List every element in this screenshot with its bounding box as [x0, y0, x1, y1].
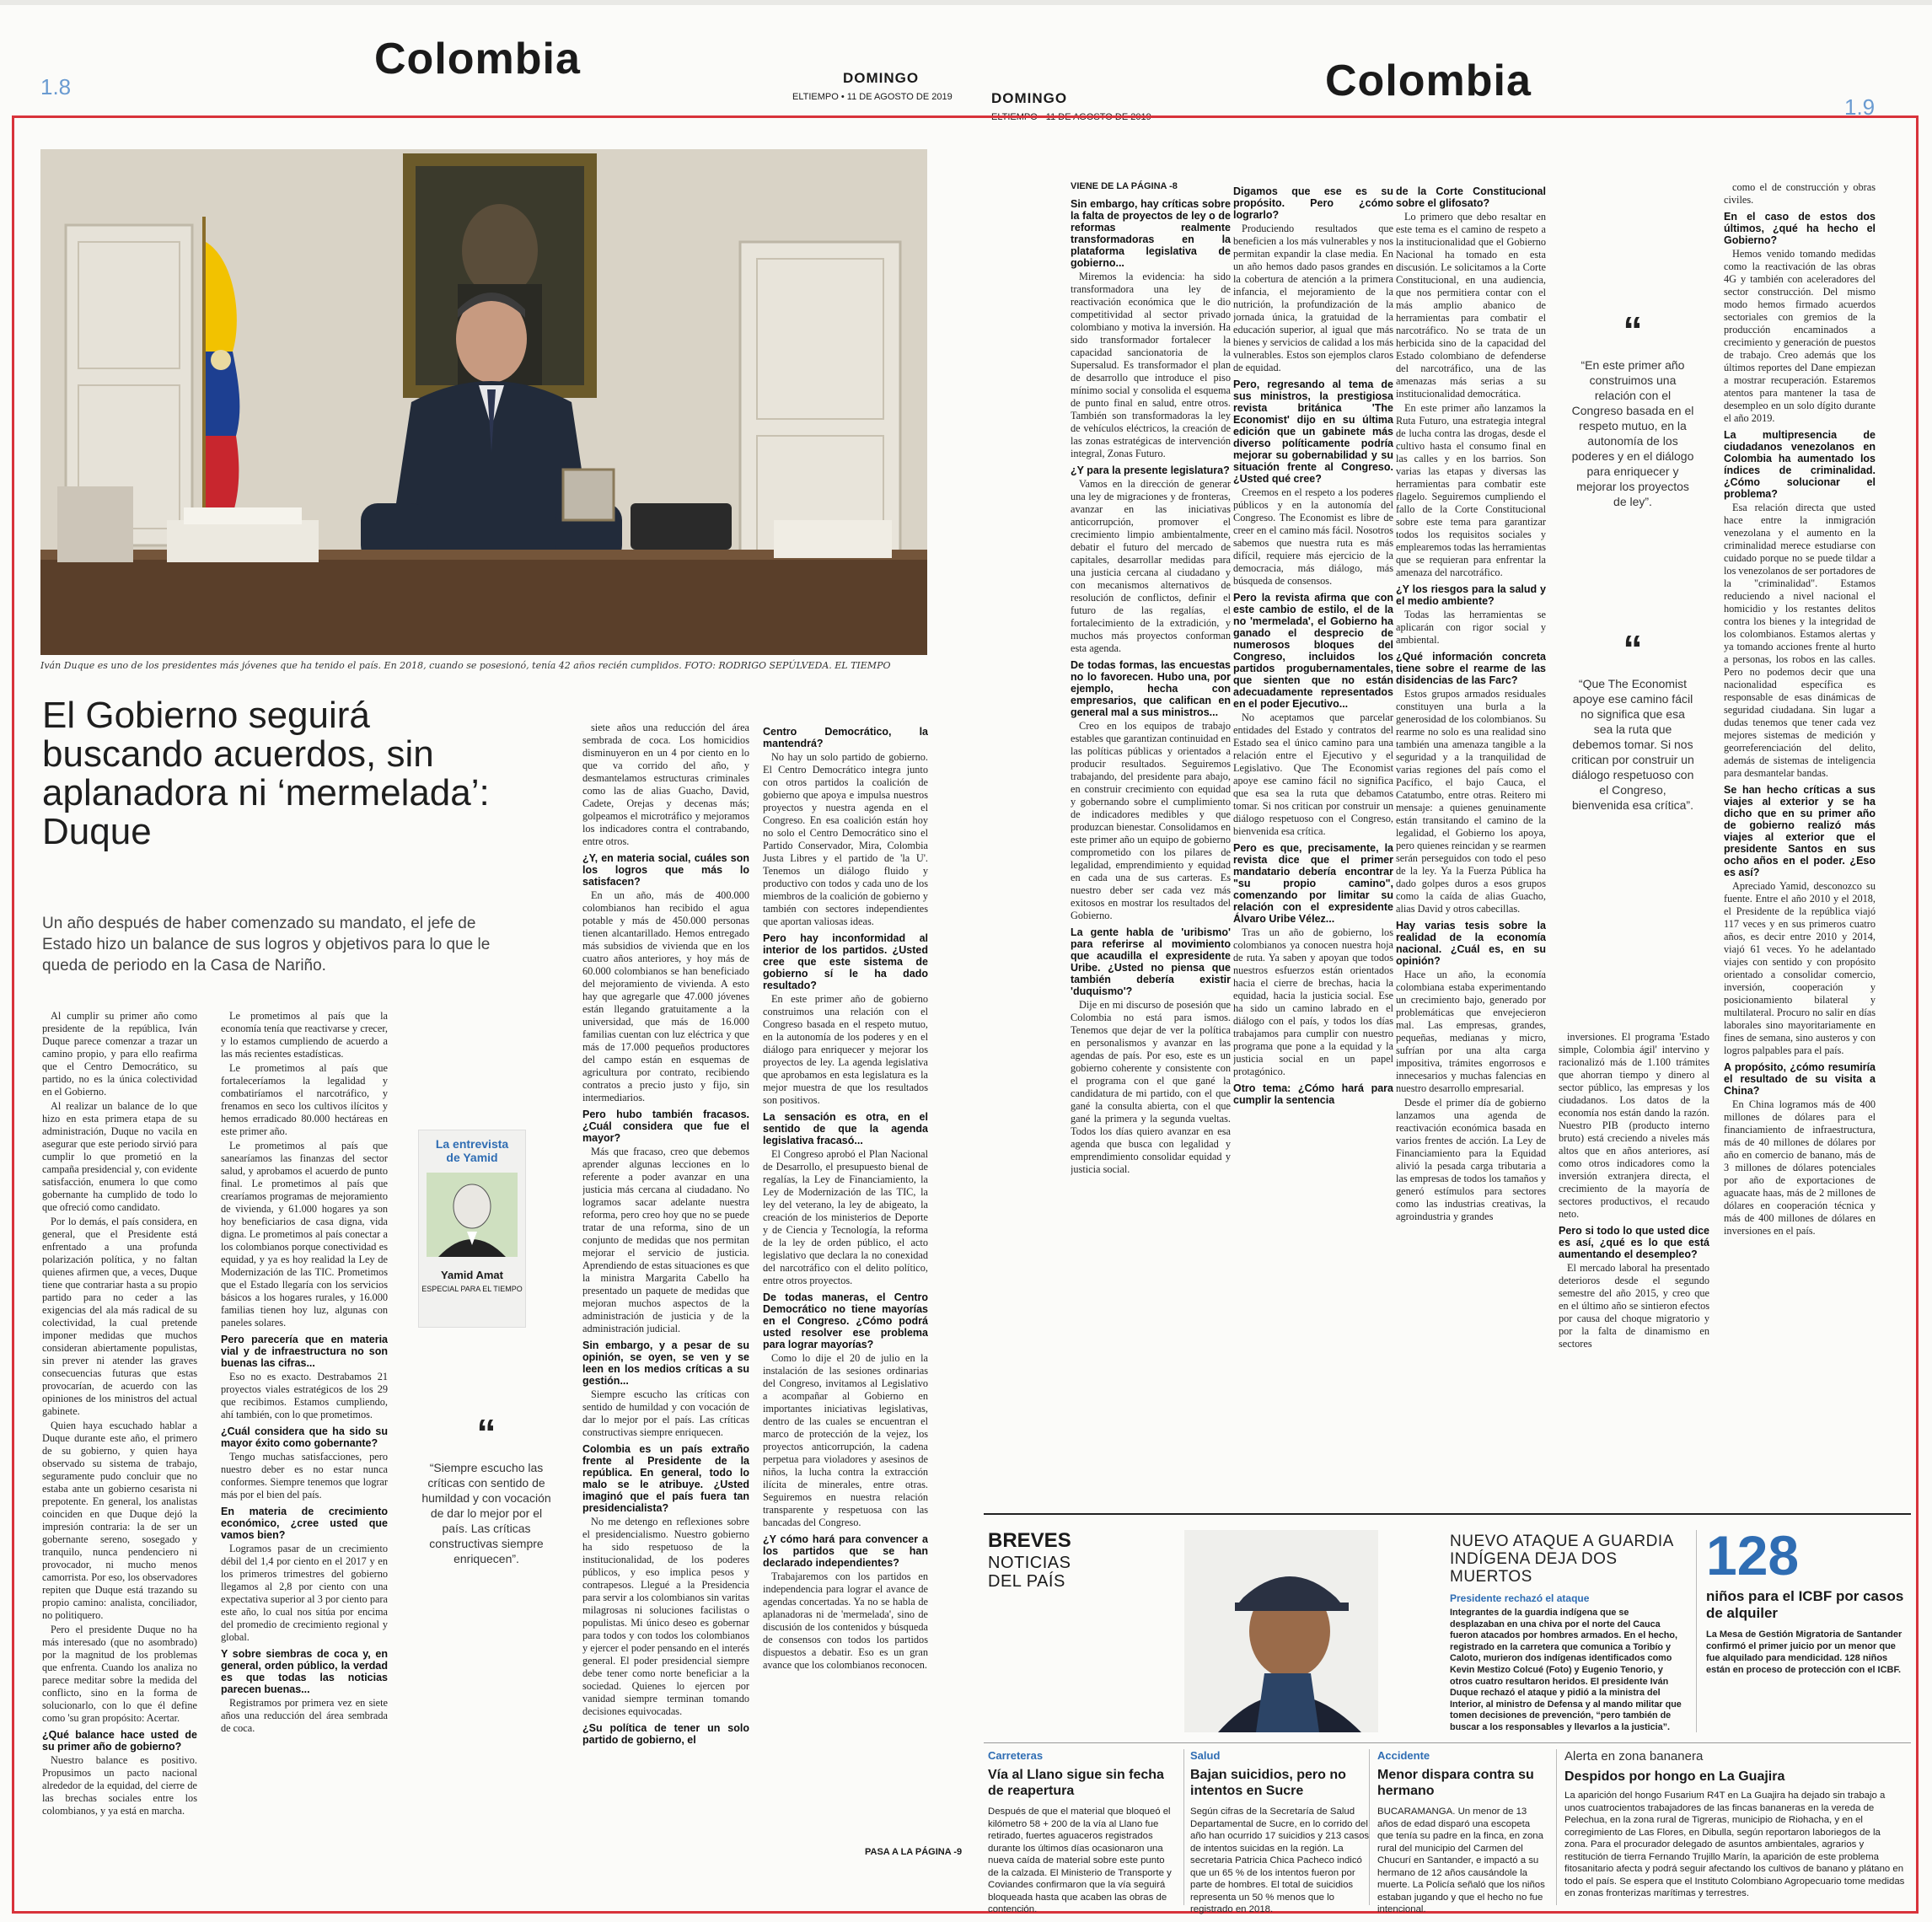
breves-stat-label: niños para el ICBF por casos de alquiler [1706, 1588, 1904, 1621]
body-paragraph: Apreciado Yamid, desconozco su fuente. Entre el año 2010 y el 2018, el Presidente de la república viajó 117 veces y en sus primeros cuatro años, es decir entre 2010 y 2014, viajó 61 veces. Yo he adelantado viajes con sentido y con propósito orientado a consolidar comercio, inversión, cooperación y posicionamiento bilateral y multilateral. Procuro no salir en días laborales sino mayoritariamente en fines de semana, sino austeros y con logros palpables para el país. [1724, 880, 1876, 1056]
column-5 [1071, 194, 1231, 1507]
column-8 [1559, 1031, 1709, 1507]
breves-stat-body: La Mesa de Gestión Migratoria de Santander confirmó el primer juicio por un menor que fue alquilado para mendicidad. 128 niños están en proceso de protección con el ICBF. [1706, 1629, 1902, 1675]
interview-question: Pero hay inconformidad al interior de los partidos. ¿Usted cree que este sistema de gobierno sí le ha dado resultado? [763, 932, 928, 991]
interview-question: En el caso de estos dos últimos, ¿qué ha hecho el Gobierno? [1724, 211, 1876, 246]
body-paragraph: Todas las herramientas se aplicarán con rigor social y ambiental. [1396, 609, 1546, 646]
body-paragraph: Registramos por primera vez en siete años una reducción del área sembrada de coca. [221, 1697, 388, 1734]
page-top-edge [0, 0, 1932, 5]
breve-item-3-tag: Accidente [1377, 1749, 1430, 1762]
body-paragraph: Pero el presidente Duque no ha más interesado (que no asombrado) por la magnitud de los problemas que enfrenta. Cuando los analiza no parece meditar sobre la medida del conflicto, sino en la forma de solucionarlo, con lo que él define como 'su gran propósito: Acertar. [42, 1624, 197, 1724]
pull-quote-2 [1570, 309, 1696, 509]
interview-question: Pero, regresando al tema de sus ministros, la prestigiosa revista británica 'The Economist' dijo en su última edición que un gabinete más diverso políticamente podría mejorar su gobernabilidad y su situación frente al Congreso. ¿Usted qué cree? [1233, 378, 1393, 485]
breve-item-3 [1377, 1749, 1546, 1916]
interview-question: ¿Y, en materia social, cuáles son los logros que más lo satisfacen? [582, 852, 749, 888]
breves-main-kicker: Presidente rechazó el ataque [1450, 1592, 1590, 1604]
pull-quote-2-text: “En este primer año construimos una relación con el Congreso basada en el respeto mutuo, en la autonomía de los poderes y en el diálogo para enriquecer y mejorar los proyectos de ley”. [1571, 358, 1694, 508]
breves-divider [1696, 1530, 1697, 1732]
quote-mark-icon: “ [1623, 627, 1643, 671]
pull-quote-3-text: “Que The Economist apoye ese camino fácil no significa que esa sea la ruta que debemos tomar. Si nos critican por construir un diálogo respetuoso con el Congreso, bienvenida esa crítica”. [1571, 677, 1694, 812]
body-paragraph: Tras un año de gobierno, los colombianos ya conocen nuestra hoja de ruta. Ya saben y apoyan que todos nuestros esfuerzos están orientados hacia el cierre de brechas, hacia la equidad, hacia la justicia social. Ese ha sido un camino labrado en el diálogo con el país, y todos los días trabajamos para cumplir con nuestro programa que pone a la equidad y la justicia social en un papel protagónico. [1233, 926, 1393, 1077]
breves-main-story [1450, 1533, 1686, 1734]
body-paragraph: Dije en mi discurso de posesión que Colombia no está para ismos. Tenemos que dejar de ver la política en personalismos y avanzar en las agendas de país. Por eso, este es un gobierno coherente y consistente con el programa con el que gané la candidatura de mi partido, con el que gané la consulta abierta, con el que gané la primera y la segunda vueltas. Todos los días quiero avanzar en esa agenda que busca con legalidad y emprendimiento consolidar equidad y justicia social. [1071, 999, 1231, 1175]
breve-item-3-headline: Menor dispara contra su hermano [1377, 1768, 1534, 1798]
body-paragraph: Siempre escucho las críticas con sentido de humildad y con vocación de dar lo mejor por el país. Las críticas constructivas siempre enriquecen. [582, 1388, 749, 1438]
quote-mark-icon: “ [476, 1411, 496, 1455]
jump-from: VIENE DE LA PÁGINA -8 [1071, 181, 1178, 191]
breve-item-3-body: BUCARAMANGA. Un menor de 13 años de edad disparó una escopeta que tenía su padre en la finca, en zona rural del municipio del Carmen del Chucurí en Santander, e impactó a su hermano de 12 años causándole la muerte. La Policía señaló que los niños estaban jugando y que el hecho no fue intencional. [1377, 1807, 1545, 1914]
column-4 [763, 722, 928, 1843]
body-paragraph: Hemos venido tomando medidas como la reactivación de las obras 4G y también con aceleradores del sector construcción. Del mismo modo hemos firmado acuerdos sectoriales con gremios de la producción encaminados a crecimiento y generación de puestos de trabajo. Creo además que los últimos reportes del Dane empiezan a mostrar recuperación. Estaremos atentos para mantener la tasa de desempleo en un solo dígito durante el año 2019. [1724, 248, 1876, 424]
column-9 [1724, 181, 1876, 1507]
body-paragraph: En este primer año de gobierno construimos una relación con el Congreso basada en el respeto mutuo, en la autonomía de los poderes y en el diálogo para enriquecer y mejorar los proyectos de ley. La agenda legislativa que aprobamos en esta legislatura es la mejor muestra de que los resultados son positivos. [763, 993, 928, 1106]
breves-subtitle: NOTICIAS DEL PAÍS [988, 1554, 1071, 1591]
interview-question: Centro Democrático, la mantendrá? [763, 726, 928, 749]
right-page-number: 1.9 [1844, 94, 1876, 120]
breve-item-1 [988, 1749, 1175, 1916]
right-day: DOMINGO [991, 90, 1068, 106]
author-role: ESPECIAL PARA EL TIEMPO [421, 1285, 523, 1293]
body-paragraph: Esa relación directa que usted hace entre la inmigración venezolana y el aumento en la criminalidad merece estudiarse con cuidado porque no se puede tildar a los venezolanos de ser portadores de la "criminalidad". Estamos reduciendo a nivel nacional el homicidio y los restantes delitos contra los bienes y la integridad de los colombianos. Estamos alertas y ya tomando acciones frente al hurto a personas, los robos en las calles. Pero no podemos decir que una nacionalidad específica es responsable de esas dinámicas de seguridad ciudadana. Sin lugar a dudas tenemos que tener cada vez mejores sistemas de medición y georreferenciación del delito, además de sistemas de inteligencia para desmantelar bandas. [1724, 502, 1876, 779]
quote-mark-icon: “ [1623, 309, 1643, 352]
interview-question: ¿Y los riesgos para la salud y el medio ambiente? [1396, 583, 1546, 607]
breves-divider [1183, 1749, 1184, 1905]
pull-quote-3 [1570, 627, 1696, 813]
body-paragraph: Miremos la evidencia: ha sido transformadora una ley de reactivación económica que le dio competitividad al sector privado colombiano y motiva la inversión. Ha sido transformador fortalecer la capacidad sancionatoria de la Supersalud. Es transformador el plan de desarrollo que introduce el piso mínimo social y consolida el esquema de punto final en salud, entre otros. También son transformadoras la ley de vehículos eléctricos, la creación de las zonas estratégicas de intervención integral, Zonas Futuro. [1071, 271, 1231, 459]
right-dateline: ELTIEMPO • 11 DE AGOSTO DE 2019 [991, 112, 1151, 122]
pull-quote-1-text: “Siempre escucho las críticas con sentido de humildad y con vocación de dar lo mejor por el país. Las críticas constructivas siempre enriquecen”. [421, 1461, 551, 1565]
interview-question: ¿Su política de tener un solo partido de gobierno, el [582, 1722, 749, 1746]
body-paragraph: Le prometimos al país que sanearíamos las finanzas del sector salud, y aprobamos el acuerdo de punto final. Le prometimos al país que crearíamos programas de mejoramiento de vivienda, y 61.000 hogares ya son hoy beneficiarios de casa digna, vida digna. Le prometimos al país conectar a los colombianos porque conectividad es equidad, y ya es hoy realidad la Ley de Modernización de las TIC. Prometimos que el Estado llegaría con los servicios básicos a los hogares rurales, y 16.000 familias tienen hoy luz, algunas con paneles solares. [221, 1140, 388, 1329]
breves-photo [1184, 1530, 1378, 1732]
interview-question: ¿Qué balance hace usted de su primer año de gobierno? [42, 1729, 197, 1753]
interview-question: Pero hubo también fracasos. ¿Cuál considera que fue el mayor? [582, 1109, 749, 1144]
body-paragraph: Más que fracaso, creo que debemos aprender algunas lecciones en lo referente a poder avanzar en una justicia más cercana al ciudadano. No logramos sacar adelante nuestra reforma, pero creo hoy que no se puede tratar de una reforma, sino de un conjunto de medidas que nos permitan mejorar el servicio de justicia. Aprendiendo de estas situaciones es que la ministra Margarita Cabello ha presentado un paquete de medidas que mejoran muchos aspectos de la administración de justicia y de la administración judicial. [582, 1146, 749, 1334]
breve-item-1-tag: Carreteras [988, 1749, 1044, 1762]
interview-question: Otro tema: ¿Cómo hará para cumplir la sentencia [1233, 1082, 1393, 1106]
column-6 [1233, 181, 1393, 1507]
breve-item-2-body: Según cifras de la Secretaría de Salud Departamental de Sucre, en lo corrido del año han ocurrido 17 suicidios y 213 casos de intentos suicidas en la región. La secretaria Patricia Chica Pacheco indicó que un 65 % de los intentos fueron por parte de hombres. El total de suicidios representa un 50 % menos que lo registrado en 2018. [1190, 1807, 1370, 1914]
body-paragraph: inversiones. El programa 'Estado simple, Colombia ágil' intervino y racionalizó más de 1.100 trámites que ahorran tiempo y dinero al sector público, las empresas y los ciudadanos. Los datos de la economía nos están dando la razón. Nuestro PIB (producto interno bruto) está creciendo a niveles más altos que en años anteriores, así como otros indicadores como la inversión extranjera directa, el crecimiento de la mayoría de sectores productivos, el recaudo neto. [1559, 1031, 1709, 1220]
interview-question: A propósito, ¿cómo resumiría el resultado de su visita a China? [1724, 1061, 1876, 1097]
interview-question: La sensación es otra, en el sentido de que la agenda legislativa fracasó... [763, 1111, 928, 1146]
author-box [418, 1130, 526, 1328]
breves-divider [1369, 1749, 1370, 1905]
right-section-title: Colombia [1325, 56, 1532, 105]
breves-main-headline: NUEVO ATAQUE A GUARDIA INDÍGENA DEJA DOS MUERTOS [1450, 1533, 1673, 1586]
body-paragraph: Nuestro balance es positivo. Propusimos un pacto nacional alrededor de la equidad, del cierre de las brechas sociales entre los colombianos, y ya está en marcha. [42, 1754, 197, 1817]
breves-label [988, 1530, 1089, 1591]
body-paragraph: El mercado laboral ha presentado deterioros desde el segundo semestre del año 2015, y creo que en el último año se sintieron efectos por causa del choque migratorio y por la falta de dinamismo en sectores [1559, 1262, 1709, 1350]
body-paragraph: Le prometimos al país que fortaleceríamos la legalidad y combatiríamos el narcotráfico, y frenamos en seco los cultivos ilícitos y hemos erradicado 80.000 hectáreas en este primer año. [221, 1062, 388, 1137]
body-paragraph: Logramos pasar de un crecimiento débil del 1,4 por ciento en el 2017 y en los primeros trimestres del gobierno llegamos al 2,8 por ciento con una expectativa superior al 3 por ciento para este año, lo cual nos sitúa por encima del promedio de crecimiento regional y global. [221, 1543, 388, 1643]
main-photo [40, 149, 927, 655]
author-portrait-image [427, 1173, 518, 1257]
interview-question: Digamos que ese es su propósito. Pero ¿cómo lograrlo? [1233, 185, 1393, 221]
author-portrait [427, 1173, 518, 1257]
left-page-number: 1.8 [40, 74, 72, 99]
body-paragraph: Desde el primer día de gobierno lanzamos una agenda de reactivación económica basada en varios frentes de acción. La Ley de Financiamiento para la Equidad alivió la pesada carga tributaria a las empresas de todos los tamaños y generó estímulos para sectores como las industrias creativas, la agroindustria y grandes [1396, 1097, 1546, 1222]
pull-quote-1 [418, 1411, 555, 1566]
interview-question: Y sobre siembras de coca y, en general, orden público, la verdad es que todas las noticias parecen buenas... [221, 1648, 388, 1695]
breve-item-1-body: Después de que el material que bloqueó el kilómetro 58 + 200 de la vía al Llano fue retirado, fuertes aguaceros registrados durante los últimos días ocasionaron una nueva caída de material sobre este punto de la calzada. El Ministerio de Transporte y Coviandes confirmaron que la vía seguirá bloqueada hasta que acaben las obras de contención. [988, 1807, 1172, 1914]
breves-title: BREVES [988, 1529, 1071, 1552]
body-paragraph: Tengo muchas satisfacciones, pero nuestro deber es no estar nunca conformes. Siempre tenemos que lograr más por el bien del país. [221, 1451, 388, 1501]
body-paragraph: El Congreso aprobó el Plan Nacional de Desarrollo, el presupuesto bienal de regalías, la Ley de Financiamiento, la Ley de Modernización de las TIC, la ley del veterano, la ley de abigeato, la creación de los ministerios de Deporte y de Ciencia y Tecnología, la reforma de la ley de orden público, el acto legislativo que declara la no conexidad del narcotráfico con el delito político, entre otros proyectos. [763, 1148, 928, 1286]
interview-question: La gente habla de 'uribismo' para referirse al movimiento que acaudilla el expresidente Uribe. ¿Usted no piensa que también debería existir 'duquismo'? [1071, 926, 1231, 997]
column-1 [42, 1010, 197, 1861]
interview-question: Se han hecho críticas a sus viajes al exterior y se ha dicho que en su primer año de gobierno realizó más viajes al exterior que el presidente Santos en sus ocho años en el poder. ¿Eso es así? [1724, 784, 1876, 878]
body-paragraph: Por lo demás, el país considera, en general, que el Presidente está enfrentado a una profunda polarización política, y no faltan quienes afirmen que, a veces, Duque tiene que contrariar hasta a su propio partido para no ceder a las exigencias del ala más radical de su colectividad, la cual pretende imponer medidas que muchos consideran abiertamente populistas, sin prever ni atender las graves consecuencias futuras que estas provocarían, de acuerdo con las opiniones de los ministros del actual gabinete. [42, 1216, 197, 1417]
body-paragraph: Creemos en el respeto a los poderes públicos y en la autonomía del Congreso. The Economist es libre de creer en el camino más fácil. Nosotros sabemos que nuestra ruta es más difícil, requiere más ejercicio de la democracia, más diálogo, más búsqueda de consensos. [1233, 486, 1393, 587]
body-paragraph: Estos grupos armados residuales constituyen una burla a la generosidad de los colombianos. Su rearme no solo es una realidad sino también una amenaza tangible a la seguridad y a la tranquilidad de varias regiones del país como el Pacífico, el bajo Cauca, el Catatumbo, entre otras. Reitero mi mensaje: a quienes genuinamente están transitando el camino de la legalidad, el Gobierno los apoya, pero quienes reincidan y se rearmen serán perseguidos con todo el peso de la ley. Ya la Fuerza Pública ha dado golpes duros a esos grupos como la caída de alias Guacho, alias David y otros cabecillas. [1396, 688, 1546, 915]
interview-question: De todas maneras, el Centro Democrático no tiene mayorías en el Congreso. ¿Cómo podrá usted resolver ese problema para lograr mayorías? [763, 1291, 928, 1350]
breve-item-1-headline: Vía al Llano sigue sin fecha de reapertura [988, 1768, 1164, 1798]
article-headline: El Gobierno seguirá buscando acuerdos, sin aplanadora ni ‘mermelada’: Duque [42, 695, 490, 852]
body-paragraph: como el de construcción y obras civiles. [1724, 181, 1876, 206]
interview-question: La multipresencia de ciudadanos venezolanos en Colombia ha aumentado los índices de criminalidad. ¿Cómo solucionar el problema? [1724, 429, 1876, 500]
body-paragraph: Al cumplir su primer año como presidente de la república, Iván Duque parece comenzar a trazar un camino propio, y para ello reafirma que el Centro Democrático, su partido, no es la única colectividad en el Gobierno. [42, 1010, 197, 1098]
body-paragraph: Creo en los equipos de trabajo estables que garantizan continuidad en las políticas públicas y orientados a producir resultados. Seguiremos trabajando, del presidente para abajo, en construir crecimiento con equidad y gobernando sobre el cumplimiento de indicadores medibles y que produzcan bienestar. Consolidamos en este primer año un equipo de gobierno comprometido con los pilares de legalidad, emprendimiento y equidad en cada una de sus carteras. Es nuestro deber ser cada vez más exitosos en mostrar los resultados del Gobierno. [1071, 720, 1231, 921]
body-paragraph: Hace un año, la economía colombiana estaba experimentando un crecimiento bajo, generado por problemáticas que envejecieron mal. Las empresas, grandes, pequeñas, medianas y micro, sufrían por una alta carga impositiva, trámites engorrosos e innecesarios y muchas falencias en nuestro desarrollo empresarial. [1396, 969, 1546, 1094]
left-section-title: Colombia [374, 35, 581, 83]
breves-bottom-rule [984, 1742, 1911, 1743]
breve-item-4-headline: Despidos por hongo en La Guajira [1564, 1769, 1785, 1784]
body-paragraph: No aceptamos que parcelar entidades del Estado y contratos del Estado sea el único camino para una relación entre el Ejecutivo y el Legislativo. Que The Economist apoye ese camino fácil no significa que esa sea la ruta que debamos tomar. Si nos critican por construir un diálogo respetuoso con el Congreso, bienvenida esa crítica. [1233, 711, 1393, 837]
breve-item-2 [1190, 1749, 1374, 1916]
body-paragraph: En un año, más de 400.000 colombianos han recibido el agua potable y más de 450.000 personas tienen alcantarillado. Hemos entregado más subsidios de vivienda que en los cuatro años anteriores, y hoy más de 60.000 colombianos se han beneficiado del mejoramiento de vivienda. A esto hay que agregarle que 47.000 jóvenes están llegando gratuitamente a la universidad, que más de 16.000 familias cuentan con luz eléctrica y que más de 17.000 pequeños productores del campo están en esquemas de agricultura por contrato, recibiendo contratos a precio justo y fijo, sin intermediarios. [582, 889, 749, 1103]
interview-question: Pero la revista afirma que con este cambio de estilo, el de la no 'mermelada', el Gobierno ha ganado el desprecio de numerosos bloques del Congreso, incluidos los partidos progubernamentales, que sienten que no están adecuadamente representados en el poder Ejecutivo... [1233, 592, 1393, 710]
breve-item-2-tag: Salud [1190, 1749, 1221, 1762]
left-dateline: ELTIEMPO • 11 DE AGOSTO DE 2019 [792, 92, 953, 102]
jump-to: PASA A LA PÁGINA -9 [865, 1847, 963, 1857]
breve-item-4-body: La aparición del hongo Fusarium R4T en La Guajira ha dejado sin trabajo a unos cuatrocientos trabajadores de las fincas bananeras en la vereda de Pelechua, en la zona rural de Tigreras, municipio de Riohacha, y en el corregimiento de Las Flores, en Dibulla, según reportaron laboriegos de la zona. Para el procurador delegado de asuntos ambientales, agrarios y restitución de tierra Fernando Trujillo Marín, la aparición de este problema fitosanitario afecta y podrá seguir afectando los cultivos de banano y plátano en todo el país. Se espera que el Instituto Colombiano Agropecuario tome medidas en zonas fronterizas marítimas y terrestres. [1564, 1790, 1905, 1898]
column-7 [1396, 181, 1546, 1507]
interview-question: Sin embargo, y a pesar de su opinión, se oyen, se ven y se leen en los medios críticas a su gestión... [582, 1339, 749, 1387]
author-box-label: La entrevista de Yamid [435, 1137, 509, 1164]
breve-item-2-headline: Bajan suicidios, pero no intentos en Sucre [1190, 1768, 1346, 1798]
body-paragraph: Le prometimos al país que la economía tenía que reactivarse y crecer, y lo estamos cumpliendo de acuerdo a las más recientes estadísticas. [221, 1010, 388, 1060]
body-paragraph: Lo primero que debo resaltar en este tema es el camino de respeto a la institucionalidad que el Gobierno Nacional ha tomado en esta discusión. Le solicitamos a la Corte Constitucional, en una audiencia, que nos permitiera contar con el más amplio abanico de herramientas para combatir el narcotráfico. No se trata de un herbicida sino de la capacidad del Estado colombiano de defenderse del narcotráfico, una de las amenazas más serias a su institucionalidad democrática. [1396, 211, 1546, 400]
body-paragraph: Al realizar un balance de lo que hizo en esta primera etapa de su administración, Duque no vacila en asegurar que este periodo sirvió para cumplir lo que prometió en la campaña presidencial y, con evidente satisfacción, enumera lo que como gobernante ha cumplido de todo lo que ofreció como candidato. [42, 1100, 197, 1213]
interview-question: ¿Cuál considera que ha sido su mayor éxito como gobernante? [221, 1425, 388, 1449]
interview-question: Sin embargo, hay críticas sobre la falta de proyectos de ley o de reformas realmente transformadoras en la plataforma legislativa de gobierno... [1071, 198, 1231, 269]
breves-stat [1706, 1526, 1908, 1676]
body-paragraph: Produciendo resultados que beneficien a los más vulnerables y nos permitan expandir la clase media. En un año hemos dado pasos grandes en la cobertura de atención a la primera infancia, el mejoramiento de la nutrición, la profundización de la jornada única, la gratuidad de la educación superior, al igual que más bienes y servicios de calidad a los más vulnerables. Estos son ejemplos claros de equidad. [1233, 223, 1393, 373]
author-name: Yamid Amat [441, 1269, 503, 1281]
interview-question: Pero es que, precisamente, la revista dice que el primer mandatario debería encontrar "su propio camino", comenzando por limitar su relación con el expresidente Álvaro Uribe Vélez... [1233, 842, 1393, 925]
breves-main-body: Integrantes de la guardia indígena que se desplazaban en una chiva por el norte del Cauca fueron atacados por hombres armados. En el hecho, registrado en la carretera que comunica a Toribío y Caloto, murieron dos indígenas identificados como Kevin Mestizo Colcué (Foto) y Eugenio Tenorio, y otros cuatro resultaron heridos. El presidente Iván Duque rechazó el ataque y pidió a la ministra del Interior, al ministro de Defensa y al mando militar que tomen decisiones de prevención, “pero también de buscar a los responsables y llevarlos a la justicia”. [1450, 1608, 1682, 1732]
body-paragraph: En China logramos más de 400 millones de dólares para el financiamiento de infraestructura, más de 40 millones de dólares por año en comercio de banano, más de 3 millones de dólares potenciales por año de exportaciones de aguacate haas, más de 2 millones de dólares en cooperación técnica y más de 400 millones de dólares en inversiones en el país. [1724, 1098, 1876, 1237]
breves-stat-number: 128 [1706, 1524, 1800, 1586]
body-paragraph: En este primer año lanzamos la Ruta Futuro, una estrategia integral de lucha contra las drogas, desde el cultivo hasta el consumo final en las calles y en los barrios. Son varias las etapas y diversas las herramientas para combatir este flagelo. Seguiremos cumpliendo el fallo de la Corte Constitucional sobre este tema para garantizar todos los requisitos sociales y emplearemos todas las herramientas que se requieran para enfrentar la amenaza del narcotráfico. [1396, 402, 1546, 578]
interview-question: De todas formas, las encuestas no lo favorecen. Hubo una, por ejemplo, hecha con empresarios, que califican en general mal a sus ministros... [1071, 659, 1231, 718]
indigenous-guard-photo [1184, 1530, 1378, 1732]
interview-question: ¿Qué información concreta tiene sobre el rearme de las disidencias de las Farc? [1396, 651, 1546, 686]
interview-question: Pero parecería que en materia vial y de infraestructura no son buenas las cifras... [221, 1334, 388, 1369]
body-paragraph: Trabajaremos con los partidos en independencia para lograr el avance de agendas concertadas. Ya no se habla de aplanadoras ni de 'mermelada', sino de discusión de los contenidos y búsqueda de consensos con todos los partidos dispuestos a debatir. Eso es un gran avance que los colombianos reconocen. [763, 1570, 928, 1671]
body-paragraph: No me detengo en reflexiones sobre el presidencialismo. Nuestro gobierno ha sido respetuoso de la institucionalidad, de los poderes públicos, y eso implica pesos y contrapesos. Llegué a la Presidencia para servir a los colombianos sin varitas milagrosas ni soluciones facilistas o populistas. Mi único deseo es gobernar para todos y con todos los colombianos y ejercer el poder pensando en el interés general. El poder presidencial siempre debe tener como norte beneficiar a la sociedad. Quienes lo ejercen por vanidad siempre terminan tomando decisiones equivocadas. [582, 1516, 749, 1717]
interview-question: Hay varias tesis sobre la realidad de la economía nacional. ¿Cuál es, en su opinión? [1396, 920, 1546, 967]
interview-question: ¿Y cómo hará para convencer a los partidos que se han declarado independientes? [763, 1533, 928, 1569]
breves-divider [1556, 1749, 1557, 1905]
article-dek: Un año después de haber comenzado su mandato, el jefe de Estado hizo un balance de sus logros y objetivos para lo que le queda de periodo en la Casa de Nariño. [42, 915, 491, 974]
body-paragraph: Quien haya escuchado hablar a Duque durante este año, el primero de su gobierno, y quien haya observado su sistema de trabajo, seguramente pudo concluir que no estaba ante un gobierno cesarista ni prepotente. En general, los analistas coinciden en que Duque dejó la impresión contraria: la de ser un gobernante sereno, sosegado y tranquilo, nunca pendenciero ni provocador, ni mucho menos camorrista. Por eso, los observadores repiten que Duque está trazando su propio camino: analista, conciliador, no politiquero. [42, 1420, 197, 1621]
column-3 [582, 722, 749, 1861]
interview-question: Pero si todo lo que usted dice es así, ¿qué es lo que está aumentando el desempleo? [1559, 1225, 1709, 1260]
photo-caption: Iván Duque es uno de los presidentes más jóvenes que ha tenido el país. En 2018, cuando se posesionó, tenía 42 años recién cumplidos. FOTO: RODRIGO SEPÚLVEDA. EL TIEMPO [40, 660, 891, 671]
president-photo [40, 149, 927, 655]
interview-question: En materia de crecimiento económico, ¿cree usted que vamos bien? [221, 1506, 388, 1541]
left-day: DOMINGO [843, 70, 920, 86]
breves-rule [984, 1513, 1911, 1515]
body-paragraph: Vamos en la dirección de generar una ley de migraciones y de fronteras, avanzar en las iniciativas anticorrupción, promover el crecimiento limpio ambientalmente, debatir el futuro del mercado de capitales, desarrollar medidas para una justicia cercana al ciudadano y con mecanismos alternativos de resolución de conflictos, definir el futuro de las regalías, el fortalecimiento de la extradición, y muchos más proyectos conforman esta agenda. [1071, 478, 1231, 654]
breve-item-4-tag: Alerta en zona bananera [1564, 1749, 1704, 1764]
body-paragraph: Eso no es exacto. Destrabamos 21 proyectos viales estratégicos de los 29 que recibimos. Estamos cumpliendo, ahí también, con lo que prometimos. [221, 1371, 388, 1420]
interview-question: Colombia es un país extraño frente al Presidente de la república. En general, todo lo malo se le atribuye. ¿Usted imaginó que el país fuera tan presidencialista? [582, 1443, 749, 1514]
body-paragraph: siete años una reducción del área sembrada de coca. Los homicidios disminuyeron en un 4 por ciento en lo que va corrido del año, y desmantelamos estructuras criminales como las de alias Guacho, David, Cadete, Orejas y decenas más; golpeamos el microtráfico y mejoramos los indicadores contra el contrabando, entre otros. [582, 722, 749, 847]
breve-item-4 [1564, 1749, 1905, 1900]
interview-question: de la Corte Constitucional sobre el glifosato? [1396, 185, 1546, 209]
body-paragraph: No hay un solo partido de gobierno. El Centro Democrático integra junto con otros partidos la coalición de gobierno que apoya e impulsa nuestros proyectos y nuestra agenda en el Congreso. En esa coalición están hoy no solo el Centro Democrático sino el Partido Conservador, Mira, Colombia Justa Libres y el partido de 'la U'. Tenemos un diálogo fluido y productivo con todos y cada uno de los miembros de la coalición de gobierno y también con sectores independientes que aportan valiosas ideas. [763, 751, 928, 927]
body-paragraph: Como lo dije el 20 de julio en la instalación de las sesiones ordinarias del Congreso, invitamos al Legislativo a acompañar al Gobierno en importantes iniciativas legislativas, dentro de las cuales se encuentran el marco de protección de la vejez, los proyectos anticorrupción, la cadena perpetua para violadores y asesinos de niños, la lucha contra la extracción ilícita de minerales, entre otras. Seguiremos en nuestra relación transparente y respetuosa con las bancadas del Congreso. [763, 1352, 928, 1528]
interview-question: ¿Y para la presente legislatura? [1071, 464, 1230, 476]
column-2 [221, 1010, 388, 1861]
